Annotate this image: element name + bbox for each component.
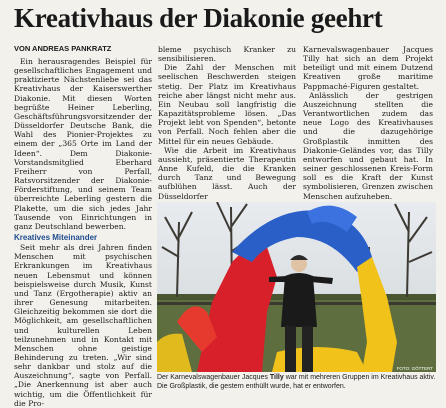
paragraph: Die Zahl der Menschen mit seelischen Beschwerden steigen stetig. Der Platz im Kreativhaus reiche aber längst nicht mehr aus. Ein Neubau soll langfristig die Kapazitätsprobleme lösen. „Das Projekt lebt von Spenden“, betonte von Perfall. Noch fehlen aber die Mittel für ein neues Gebäude.: [158, 63, 296, 146]
article-photo: [157, 202, 436, 372]
photo-caption: [157, 374, 436, 391]
paragraph: Anlässlich der gestrigen Auszeichnung stellten die Verantwortlichen zudem das neue Logo des Kreativhauses und die dazugehörige Großplastik inmitten des Diakonie-Geländes vor, das Tilly entworfen und gebaut hat. In seiner geschlossenen Kreis-Form soll es die Kraft der Kunst symbolisieren, Grenzen zwischen Menschen aufzuheben.: [303, 90, 433, 201]
subheading: Kreatives Miteinander: [14, 232, 98, 242]
column-2: [158, 45, 296, 201]
paragraph: Wie die Arbeit im Kreativhaus aussieht, präsentierte Therapeutin Anne Kufeld, die die Kranken durch Tanz und Bewegung aufblühen lässt. Auch der Düsseldorfer: [158, 145, 296, 201]
photo-credit: FOTO: GÖTTERT: [396, 366, 433, 371]
caption-text: Der Karnevalswagenbauer Jacques: [157, 374, 270, 381]
byline: VON ANDREAS PANKRATZ: [14, 44, 112, 53]
caption-text: war mit mehreren Gruppen im Kreativhaus aktiv. Die Großplastik, die gestern enthüllt wurde, hat er entworfen.: [157, 374, 436, 390]
caption-name: Tilly: [269, 374, 284, 381]
paragraph: Ein herausragendes Beispiel für gesellschaftliches Engagement und praktizierte Nächstenliebe sei das Kreativhaus der Kaiserswerther Diakonie. Mit diesen Worten begrüßte Heiner Leberling, Geschäftsführungsvorsitzender der Düsseldorfer Deutsche Bank, die Wahl des Pionier-Projektes zu einem der „365 Orte im Land der Ideen“. Dem Diakonie-Vorstandsmitglied Eberhard Freiherr von Perfall, Ratsvorsitzender der Diakonie-Förderstiftung, und seinem Team überreichte Leberling gestern die Plakette, um die sich jedes Jahr Tausende von Einrichtungen in ganz Deutschland bewerben.: [14, 57, 152, 231]
column-1: [14, 57, 152, 408]
paragraph: Seit mehr als drei Jahren finden Menschen mit psychischen Erkrankungen im Kreativhaus neuen Lebensmut und können beispielsweise durch Musik, Kunst und Tanz (Ergotherapie) aktiv an ihrer Genesung mitarbeiten. Gleichzeitig bekommen sie dort die Möglichkeit, am gesellschaftlichen und kulturellen Leben teilzunehmen und in Kontakt mit Menschen ohne geistige Behinderung zu treten. „Wir sind sehr dankbar und stolz auf die Auszeichnung“, sagte von Perfall. „Die Anerkennung ist aber auch wichtig, um die Öffentlichkeit für die Pro-: [14, 243, 152, 408]
column-3: [303, 45, 433, 201]
headline: Kreativhaus der Diakonie geehrt: [14, 3, 383, 33]
paragraph: Karnevalswagenbauer Jacques Tilly hat sich an dem Projekt beteiligt und mit einem Dutzend Kreativen große maritime Pappmaché-Figuren gestaltet.: [303, 45, 433, 91]
sculpture-photo: [157, 202, 436, 372]
paragraph: bleme psychisch Kranker zu sensibilisieren.: [158, 45, 296, 64]
